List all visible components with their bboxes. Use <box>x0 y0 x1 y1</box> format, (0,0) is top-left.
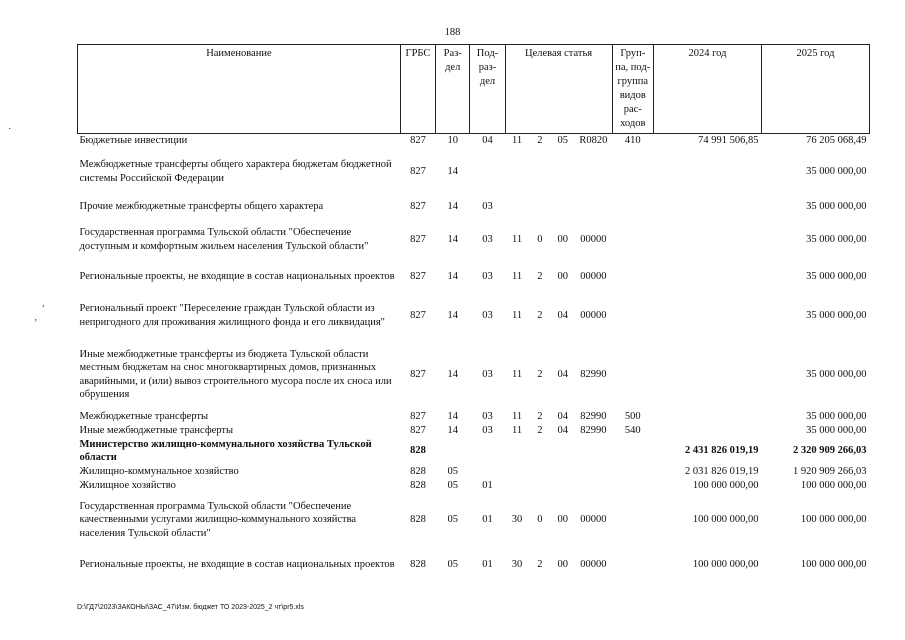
row-name: Министерство жилищно-коммунального хозяйства Тульской области <box>79 438 372 463</box>
row-amount-2025: 100 000 000,00 <box>800 480 867 492</box>
row-amount-2025: 2 320 909 266,03 <box>793 445 867 457</box>
row-expense-group <box>612 437 654 465</box>
row-amount-2024 <box>654 424 762 438</box>
row-amount-2025: 76 205 068,49 <box>806 135 867 146</box>
row-amount-2024: 100 000 000,00 <box>692 480 759 492</box>
row-target-direction: 00000 <box>580 309 607 321</box>
row-target-main: 00 <box>557 270 568 282</box>
row-target-program: 11 <box>511 368 523 380</box>
row-name: Бюджетные инвестиции <box>79 135 188 146</box>
file-path-footer: D:\ГД7\2023\ЗАКОНЫ\ЗАС_47\Изм. бюджет ТО 2023-2025_2 чт\pr5.xls <box>77 604 304 611</box>
row-expense-group: 500 <box>624 410 641 422</box>
row-target-main <box>551 148 575 196</box>
row-target-main: 04 <box>557 368 568 380</box>
row-target-subprogram <box>529 148 551 196</box>
table-row <box>78 547 870 583</box>
row-target-direction: R0820 <box>579 135 608 146</box>
row-target-direction <box>575 465 612 479</box>
table-row <box>78 196 870 218</box>
row-target-subprogram: 2 <box>537 135 543 146</box>
row-target-subprogram: 2 <box>537 410 543 422</box>
row-target-direction: 00000 <box>580 559 607 571</box>
row-expense-group <box>612 479 654 493</box>
row-target-subprogram: 0 <box>537 233 543 245</box>
row-expense-group: 540 <box>624 424 641 436</box>
row-name: Региональные проекты, не входящие в состав национальных проектов <box>79 270 395 282</box>
scan-mark: · <box>8 124 12 135</box>
table-row <box>78 340 870 410</box>
row-target-direction <box>575 148 612 196</box>
row-amount-2025: 35 000 000,00 <box>806 233 867 245</box>
row-name: Жилищное хозяйство <box>79 480 176 492</box>
row-target-program <box>505 479 529 493</box>
table-row <box>78 465 870 479</box>
row-target-subprogram: 2 <box>537 368 543 380</box>
table-row <box>78 479 870 493</box>
row-target-main: 00 <box>557 233 568 245</box>
row-target-subprogram <box>529 479 551 493</box>
row-grbs: 828 <box>410 445 426 457</box>
row-podrazdel: 03 <box>482 270 493 282</box>
row-grbs: 828 <box>410 480 426 492</box>
header-razdel: Раз- дел <box>436 45 470 134</box>
row-name: Иные межбюджетные трансферты из бюджета Тульской области местным бюджетам на снос многоквартирных домов, признанных аварийными, и (или) вывоз строительного мусора после их сноса или обрушения <box>79 348 392 400</box>
row-razdel: 05 <box>447 466 458 478</box>
row-target-program: 11 <box>511 233 523 245</box>
row-podrazdel: 03 <box>482 424 493 436</box>
row-target-main: 04 <box>557 309 568 321</box>
row-target-program: 11 <box>511 424 523 436</box>
row-amount-2024 <box>654 292 762 340</box>
row-target-program: 11 <box>511 410 523 422</box>
row-podrazdel: 04 <box>482 135 493 146</box>
row-target-direction: 82990 <box>580 368 607 380</box>
header-podrazdel: Под- раз- дел <box>470 45 505 134</box>
row-amount-2024 <box>654 262 762 292</box>
row-amount-2024: 2 431 826 019,19 <box>684 445 759 457</box>
row-target-program: 30 <box>511 514 523 526</box>
row-name: Межбюджетные трансферты общего характера бюджетам бюджетной системы Российской Федерации <box>79 159 392 184</box>
row-razdel: 14 <box>447 410 458 422</box>
page-number: 188 <box>444 27 461 38</box>
row-razdel: 14 <box>447 200 458 212</box>
row-target-direction <box>575 479 612 493</box>
row-amount-2024: 2 031 826 019,19 <box>684 466 759 478</box>
scan-mark: , <box>42 298 45 309</box>
row-expense-group: 410 <box>624 135 641 146</box>
row-target-main: 05 <box>557 135 568 146</box>
row-razdel: 14 <box>447 165 458 177</box>
row-expense-group <box>612 148 654 196</box>
row-razdel: 10 <box>447 135 458 146</box>
table-row <box>78 292 870 340</box>
row-expense-group <box>612 262 654 292</box>
row-amount-2025: 100 000 000,00 <box>800 514 867 526</box>
row-podrazdel: 01 <box>482 480 493 492</box>
row-amount-2025: 1 920 909 266,03 <box>793 466 867 478</box>
row-podrazdel: 03 <box>482 200 493 212</box>
table-row <box>78 148 870 196</box>
row-amount-2025: 35 000 000,00 <box>806 410 867 422</box>
row-target-subprogram: 0 <box>537 514 543 526</box>
row-grbs: 828 <box>410 559 426 571</box>
header-target-article: Целевая статья <box>505 45 612 134</box>
row-target-main: 04 <box>557 424 568 436</box>
row-target-direction: 00000 <box>580 514 607 526</box>
header-year-2025: 2025 год <box>761 45 869 134</box>
row-expense-group <box>612 340 654 410</box>
row-target-main <box>551 196 575 218</box>
row-amount-2024 <box>654 196 762 218</box>
row-target-program: 11 <box>511 309 523 321</box>
row-name: Прочие межбюджетные трансферты общего характера <box>79 200 324 212</box>
row-podrazdel: 03 <box>482 309 493 321</box>
row-expense-group <box>612 493 654 547</box>
row-grbs: 827 <box>410 165 426 177</box>
row-expense-group <box>612 465 654 479</box>
header-name: Наименование <box>78 45 401 134</box>
row-target-program: 11 <box>511 135 523 146</box>
row-expense-group <box>612 547 654 583</box>
row-name: Государственная программа Тульской области "Обеспечение качественными услугами жилищно-коммунального хозяйства населения Тульской области" <box>79 500 357 539</box>
row-grbs: 827 <box>410 135 426 146</box>
scan-mark: ‚ <box>34 312 38 323</box>
row-target-subprogram <box>529 437 551 465</box>
budget-table <box>77 44 870 583</box>
row-name: Иные межбюджетные трансферты <box>79 424 234 436</box>
table-row <box>78 437 870 465</box>
table-row <box>78 134 870 148</box>
row-podrazdel <box>470 148 505 196</box>
row-target-program <box>505 465 529 479</box>
row-amount-2024: 100 000 000,00 <box>692 514 759 526</box>
row-target-subprogram <box>529 196 551 218</box>
row-razdel: 14 <box>447 233 458 245</box>
row-razdel: 05 <box>447 514 458 526</box>
row-target-direction: 00000 <box>580 270 607 282</box>
row-target-direction: 82990 <box>580 410 607 422</box>
row-target-main <box>551 465 575 479</box>
row-amount-2025: 35 000 000,00 <box>806 368 867 380</box>
row-target-subprogram: 2 <box>537 270 543 282</box>
row-podrazdel: 01 <box>482 559 493 571</box>
row-target-program <box>505 437 529 465</box>
row-target-program <box>505 148 529 196</box>
row-grbs: 827 <box>410 368 426 380</box>
row-podrazdel: 03 <box>482 368 493 380</box>
row-name: Государственная программа Тульской области "Обеспечение доступным и комфортным жильем населения Тульской области" <box>79 227 369 252</box>
header-year-2024: 2024 год <box>654 45 762 134</box>
row-expense-group <box>612 218 654 262</box>
row-grbs: 827 <box>410 424 426 436</box>
row-name: Региональные проекты, не входящие в состав национальных проектов <box>79 559 395 571</box>
row-target-program: 30 <box>511 559 523 571</box>
table-row <box>78 262 870 292</box>
row-target-main: 00 <box>557 514 568 526</box>
row-target-direction <box>575 196 612 218</box>
table-row <box>78 424 870 438</box>
row-amount-2025: 100 000 000,00 <box>800 559 867 571</box>
table-row <box>78 410 870 424</box>
row-name: Межбюджетные трансферты <box>79 410 209 422</box>
row-target-subprogram: 2 <box>537 424 543 436</box>
row-amount-2024 <box>654 148 762 196</box>
row-target-main: 00 <box>557 559 568 571</box>
row-razdel: 14 <box>447 270 458 282</box>
row-grbs: 827 <box>410 200 426 212</box>
row-target-program <box>505 196 529 218</box>
row-razdel: 05 <box>447 559 458 571</box>
row-target-direction <box>575 437 612 465</box>
row-target-program: 11 <box>511 270 523 282</box>
row-podrazdel <box>470 465 505 479</box>
row-grbs: 827 <box>410 410 426 422</box>
row-amount-2024 <box>654 218 762 262</box>
row-amount-2024 <box>654 340 762 410</box>
row-target-main <box>551 479 575 493</box>
header-expense-group: Груп- па, под- группа видов рас- ходов <box>612 45 654 134</box>
row-amount-2025: 35 000 000,00 <box>806 270 867 282</box>
row-razdel: 14 <box>447 368 458 380</box>
row-razdel <box>436 437 470 465</box>
row-podrazdel: 03 <box>482 410 493 422</box>
row-grbs: 827 <box>410 309 426 321</box>
row-razdel: 14 <box>447 424 458 436</box>
row-target-main: 04 <box>557 410 568 422</box>
row-target-subprogram <box>529 465 551 479</box>
row-target-subprogram: 2 <box>537 559 543 571</box>
row-target-direction: 00000 <box>580 233 607 245</box>
row-grbs: 828 <box>410 514 426 526</box>
row-amount-2025: 35 000 000,00 <box>806 309 867 321</box>
row-razdel: 05 <box>447 480 458 492</box>
row-name: Региональный проект "Переселение граждан Тульской области из непригодного для проживания жилищного фонда и его ликвидация" <box>79 303 385 328</box>
row-target-main <box>551 437 575 465</box>
row-grbs: 827 <box>410 233 426 245</box>
row-amount-2024 <box>654 410 762 424</box>
row-podrazdel: 03 <box>482 233 493 245</box>
row-amount-2025: 35 000 000,00 <box>806 200 867 212</box>
header-row <box>78 45 870 134</box>
row-amount-2024: 74 991 506,85 <box>698 135 759 146</box>
row-name: Жилищно-коммунальное хозяйство <box>79 466 239 478</box>
row-target-subprogram: 2 <box>537 309 543 321</box>
row-amount-2025: 35 000 000,00 <box>806 424 867 436</box>
row-amount-2025: 35 000 000,00 <box>806 165 867 177</box>
row-expense-group <box>612 292 654 340</box>
row-podrazdel <box>470 437 505 465</box>
row-razdel: 14 <box>447 309 458 321</box>
table-row <box>78 218 870 262</box>
header-grbs: ГРБС <box>400 45 435 134</box>
table-row <box>78 493 870 547</box>
row-target-direction: 82990 <box>580 424 607 436</box>
row-podrazdel: 01 <box>482 514 493 526</box>
row-grbs: 828 <box>410 466 426 478</box>
row-amount-2024: 100 000 000,00 <box>692 559 759 571</box>
row-grbs: 827 <box>410 270 426 282</box>
row-expense-group <box>612 196 654 218</box>
